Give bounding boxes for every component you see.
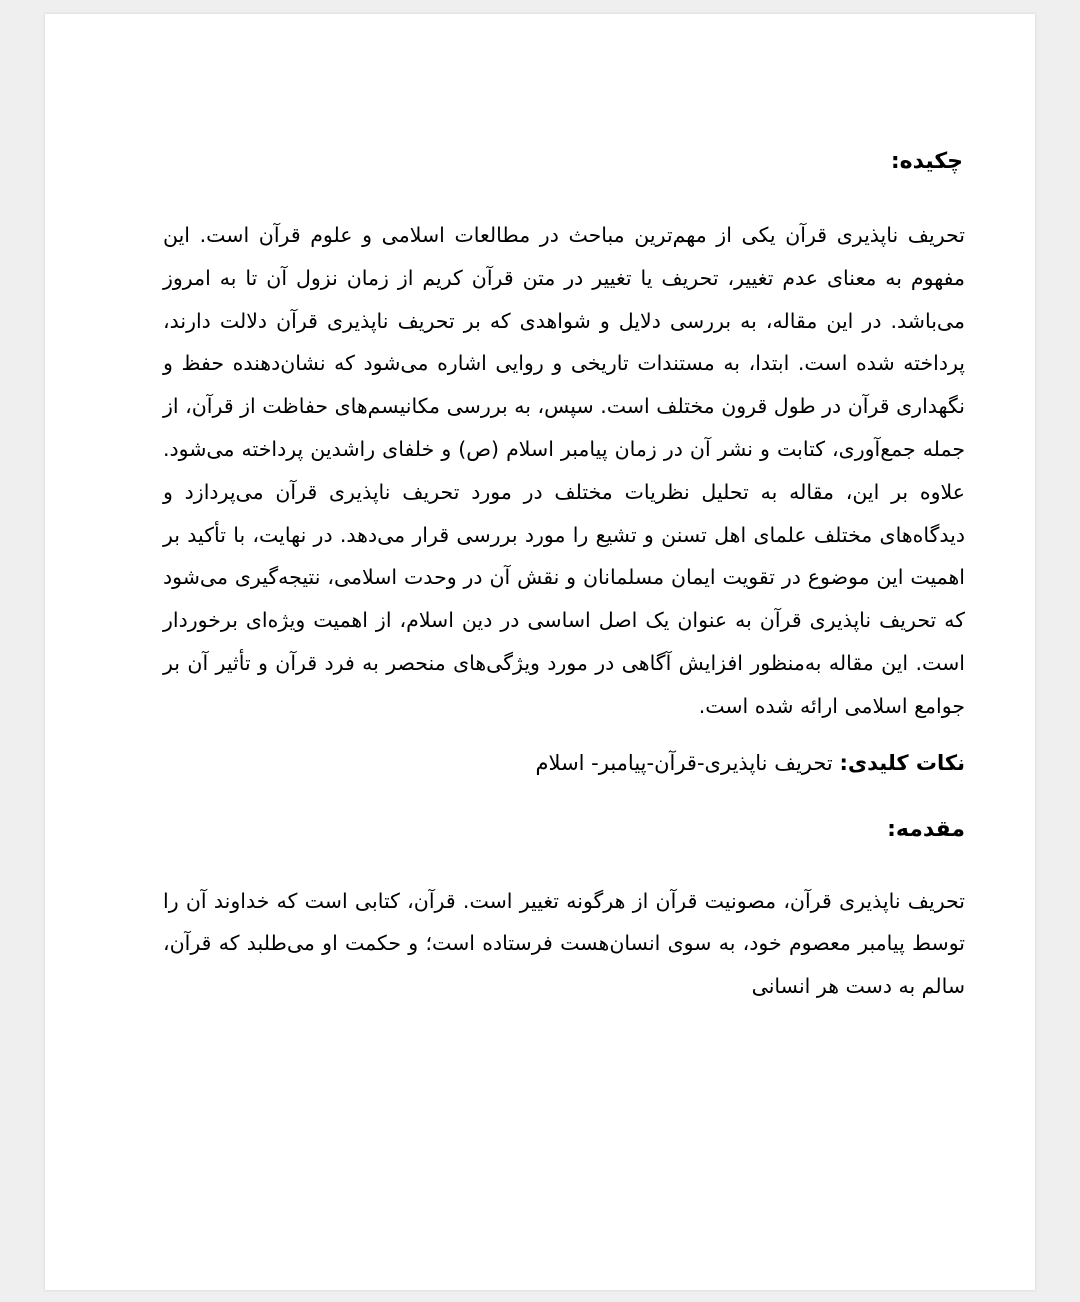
keywords-value: تحریف ناپذیری-قرآن-پیامبر- اسلام [535,750,833,775]
document-page [45,14,1035,1290]
abstract-heading: چکیده: [890,149,963,174]
keywords-label: نکات کلیدی: [839,750,965,775]
introduction-heading: مقدمه: [887,816,965,842]
document-content [163,132,965,1008]
introduction-paragraph: تحریف ناپذیری قرآن، مصونیت قرآن از هرگونه تغییر است. قرآن، کتابی است که خداوند آن را توسط پیامبر معصوم خود، به سوی انسان‌هست فرستاده است؛ و حکمت او می‌طلبد که قرآن، سالم به دست هر انسانی [163,888,965,999]
abstract-paragraph: تحریف ناپذیری قرآن یکی از مهم‌ترین مباحث در مطالعات اسلامی و علوم قرآن است. این مفهوم به معنای عدم تغییر، تحریف یا تغییر در متن قرآن کریم از زمان نزول آن تا به امروز می‌باشد. در این مقاله، به بررسی دلایل و شواهدی که بر تحریف ناپذیری قرآن دلالت دارند، پرداخته شده است. ابتدا، به مستندات تاریخی و روایی اشاره می‌شود که نشان‌دهنده حفظ و نگهداری قرآن در طول قرون مختلف است. سپس، به بررسی مکانیسم‌های حفاظت از قرآن، از جمله جمع‌آوری، کتابت و نشر آن در زمان پیامبر اسلام (ص) و خلفای راشدین پرداخته می‌شود. علاوه بر این، مقاله به تحلیل نظریات مختلف در مورد تحریف ناپذیری قرآن می‌پردازد و دیدگاه‌های مختلف علمای اهل تسنن و تشیع را مورد بررسی قرار می‌دهد. در نهایت، با تأکید بر اهمیت این موضوع در تقویت ایمان مسلمانان و نقش آن در وحدت اسلامی، نتیجه‌گیری می‌شود که تحریف ناپذیری قرآن به عنوان یک اصل اساسی در دین اسلام، از اهمیت ویژه‌ای برخوردار است. این مقاله به‌منظور افزایش آگاهی در مورد ویژگی‌های منحصر به فرد قرآن و تأثیر آن بر جوامع اسلامی ارائه شده است. [163,223,965,718]
keywords-line [163,747,965,779]
